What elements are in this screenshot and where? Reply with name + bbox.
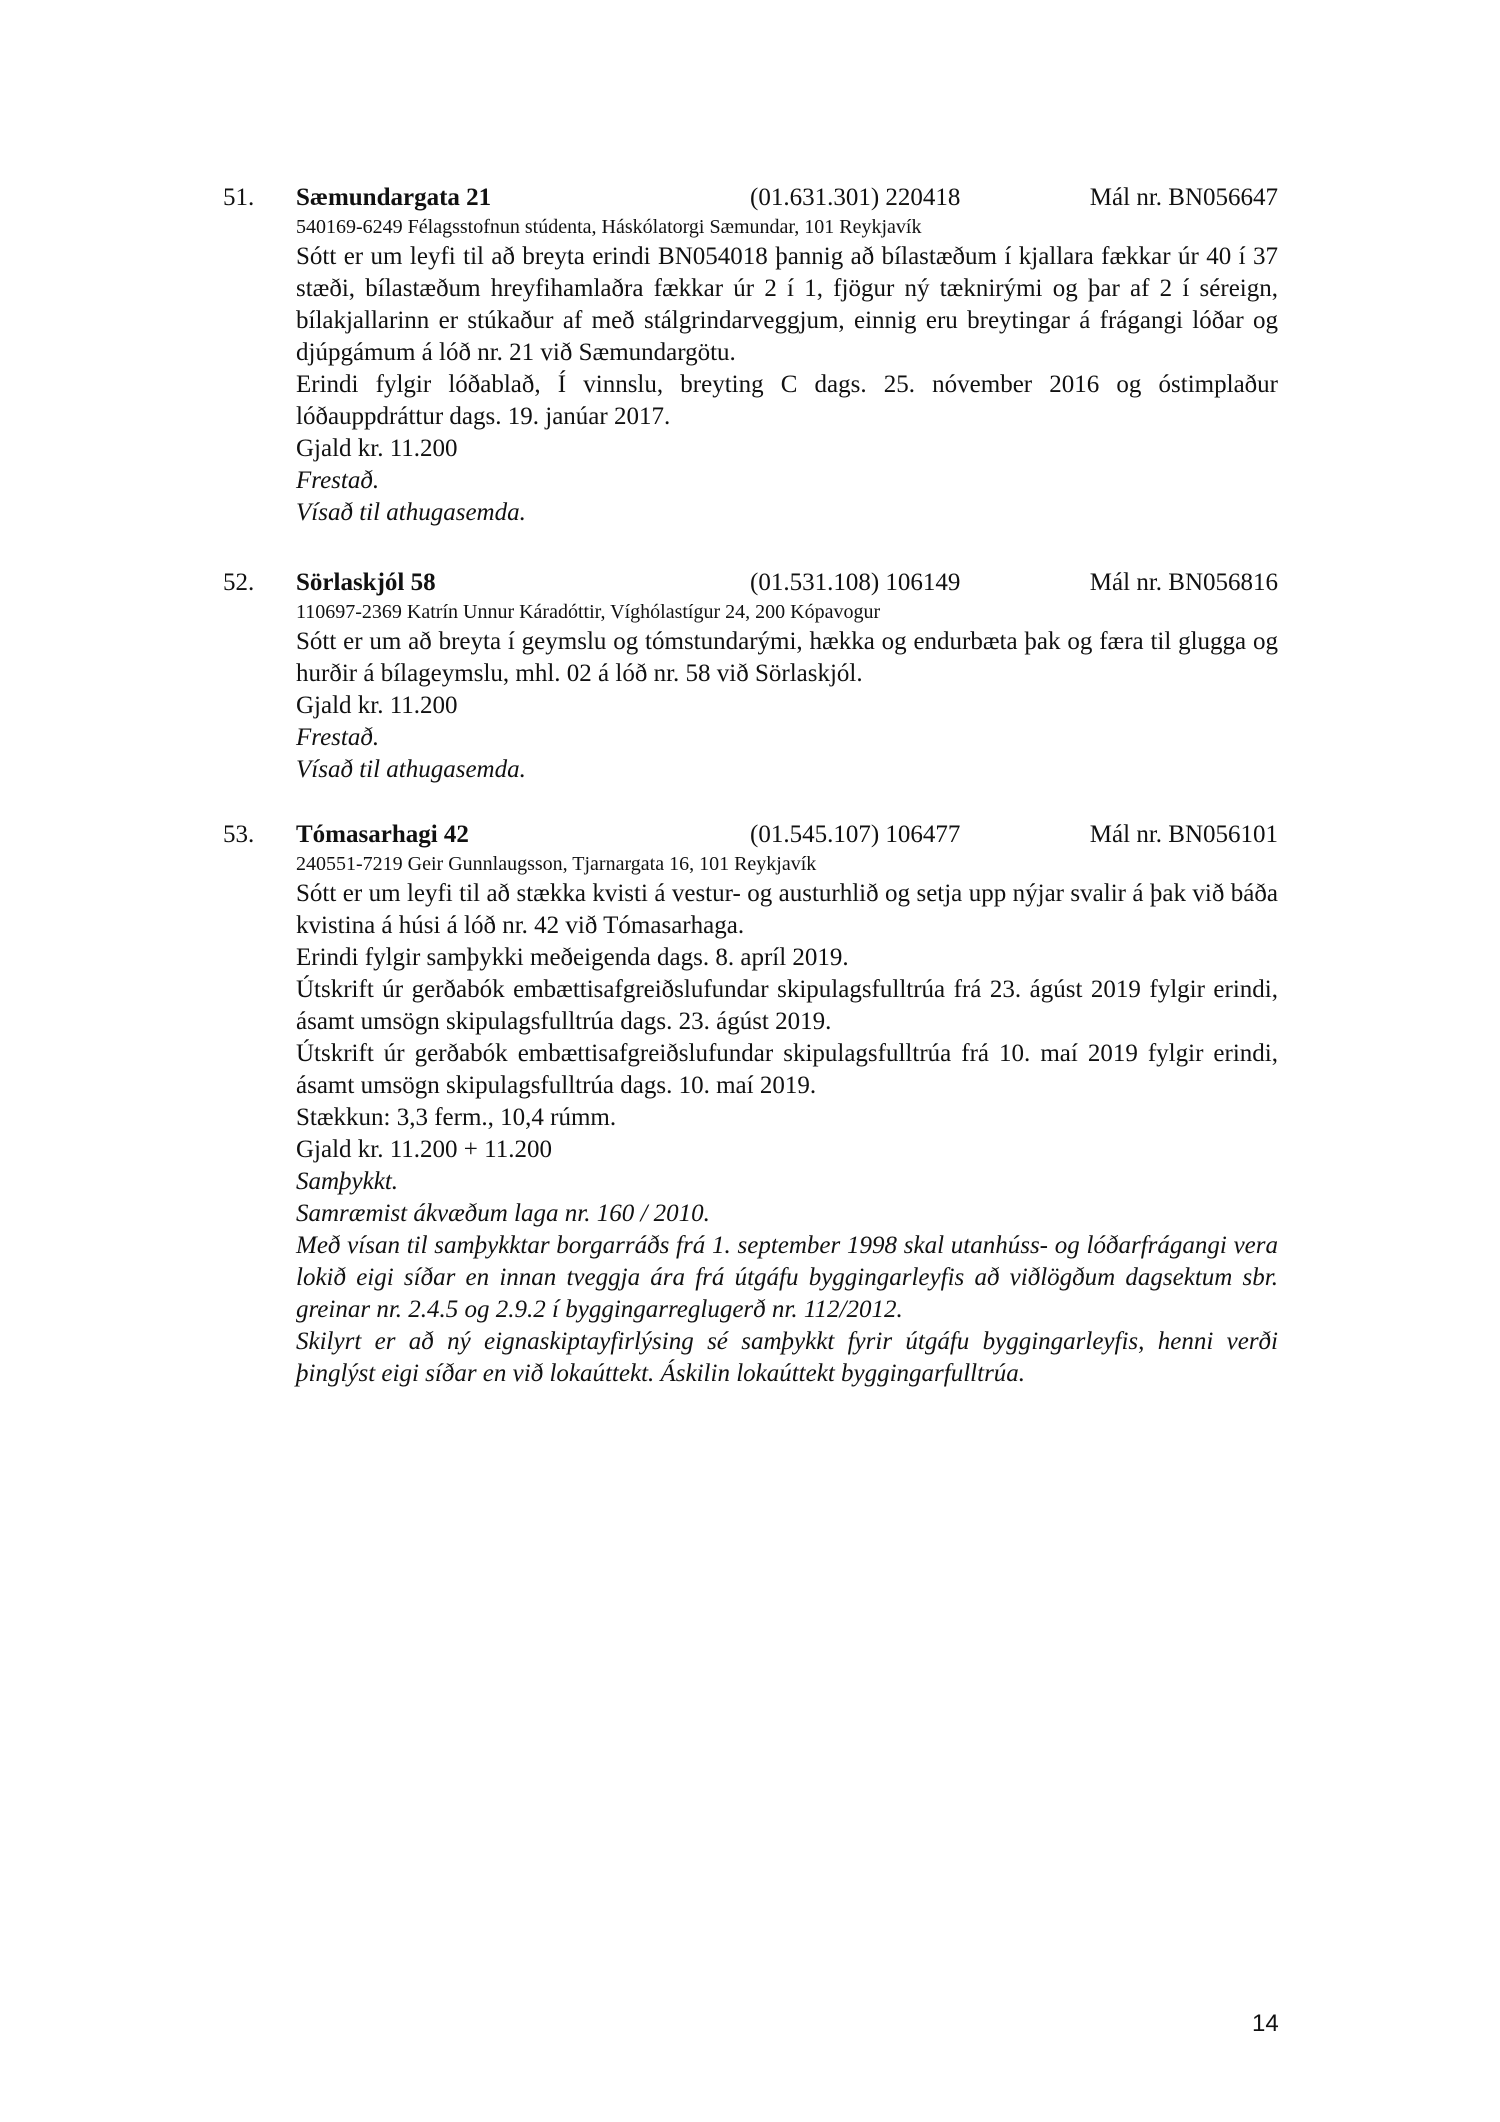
entry-decision: Samþykkt. [296,1168,399,1195]
entry-header [223,182,1278,214]
entry-enlargement: Stækkun: 3,3 ferm., 10,4 rúmm. [296,1104,617,1131]
entry-consent: Erindi fylgir samþykki meðeigenda dags. 8. apríl 2019. [296,944,849,971]
entry-header [223,819,1278,851]
entry-address: Sörlaskjól 58 [296,569,436,596]
entry-applicant: 240551-7219 Geir Gunnlaugsson, Tjarnargata 16, 101 Reykjavík [296,853,817,875]
entry-address: Sæmundargata 21 [296,184,492,211]
entry-number: 53. [223,821,255,848]
case-entry [223,819,1278,1390]
entry-fee: Gjald kr. 11.200 [296,692,458,719]
entry-body [296,214,1278,529]
entry-applicant: 110697-2369 Katrín Unnur Káradóttir, Víghólastígur 24, 200 Kópavogur [296,601,881,623]
entry-minutes: Útskrift úr gerðabók embættisafgreiðslufundar skipulagsfulltrúa frá 23. ágúst 2019 fylgir erindi, ásamt umsögn skipulagsfulltrúa dags. 23. ágúst 2019. [296,976,1278,1035]
entry-law: Samræmist ákvæðum laga nr. 160 / 2010. [296,1200,710,1227]
entry-minutes: Útskrift úr gerðabók embættisafgreiðslufundar skipulagsfulltrúa frá 10. maí 2019 fylgir erindi, ásamt umsögn skipulagsfulltrúa dags. 10. maí 2019. [296,1040,1278,1099]
entry-condition: Skilyrt er að ný eignaskiptayfirlýsing sé samþykkt fyrir útgáfu byggingarleyfis, henni verði þinglýst eigi síðar en við lokaúttekt. Áskilin lokaúttekt byggingarfulltrúa. [296,1328,1278,1387]
entry-decision: Frestað. [296,724,380,751]
entry-fee: Gjald kr. 11.200 + 11.200 [296,1136,552,1163]
page-number: 14 [1252,2010,1279,2037]
entry-header [223,567,1278,599]
entry-number: 52. [223,569,255,596]
entry-description: Sótt er um að breyta í geymslu og tómstundarými, hækka og endurbæta þak og færa til glugga og hurðir á bílageymslu, mhl. 02 á lóð nr. 58 við Sörlaskjól. [296,628,1278,687]
entry-description: Sótt er um leyfi til að breyta erindi BN054018 þannig að bílastæðum í kjallara fækkar úr 40 í 37 stæði, bílastæðum hreyfihamlaðra fækkar úr 2 í 1, fjögur ný tæknirými og þar af 2 í séreign, bílakjallarinn er stúkaður af með stálgrindarveggjum, einnig eru breytingar á frágangi lóðar og djúpgámum á lóð nr. 21 við Sæmundargötu. [296,243,1278,366]
entry-description: Sótt er um leyfi til að stækka kvisti á vestur- og austurhlið og setja upp nýjar svalir á þak við báða kvistina á húsi á lóð nr. 42 við Tómasarhaga. [296,880,1278,939]
entry-referral: Vísað til athugasemda. [296,499,526,526]
entry-decision: Frestað. [296,467,380,494]
entry-fee: Gjald kr. 11.200 [296,435,458,462]
entry-body [296,599,1278,786]
entry-case-number: Mál nr. BN056101 [1089,821,1278,848]
entry-attachment: Erindi fylgir lóðablað, Í vinnslu, breyting C dags. 25. nóvember 2016 og óstimplaður lóðauppdráttur dags. 19. janúar 2017. [296,371,1278,430]
case-entry [223,567,1278,786]
entry-condition: Með vísan til samþykktar borgarráðs frá 1. september 1998 skal utanhúss- og lóðarfrágangi vera lokið eigi síðar en innan tveggja ára frá útgáfu byggingarleyfis að viðlögðum dagsektum sbr. greinar nr. 2.4.5 og 2.9.2 í byggingarreglugerð nr. 112/2012. [296,1232,1278,1323]
entry-number: 51. [223,184,255,211]
entry-referral: Vísað til athugasemda. [296,756,526,783]
entry-body [296,851,1278,1390]
entry-case-number: Mál nr. BN056816 [1089,569,1278,596]
entry-reference: (01.531.108) 106149 [750,569,961,596]
entry-address: Tómasarhagi 42 [296,821,469,848]
entry-reference: (01.545.107) 106477 [750,821,961,848]
entry-reference: (01.631.301) 220418 [750,184,961,211]
case-entry [223,182,1278,529]
entry-applicant: 540169-6249 Félagsstofnun stúdenta, Háskólatorgi Sæmundar, 101 Reykjavík [296,216,922,238]
entry-case-number: Mál nr. BN056647 [1089,184,1278,211]
